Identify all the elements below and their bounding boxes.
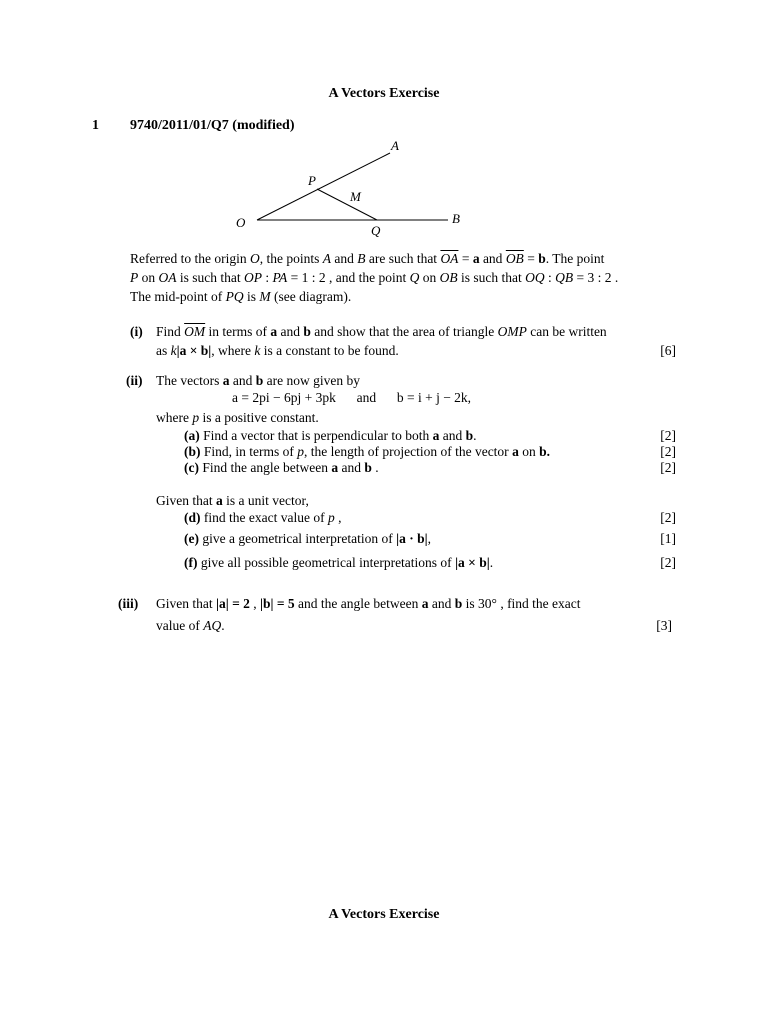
part-ii-c: (c) Find the angle between a and b . [2] [184,460,676,475]
part-ii-equations [232,390,471,406]
label-P: P [308,173,316,188]
part-iii-marks: [3] [656,618,672,633]
part-ii-d-marks: [2] [660,510,676,525]
part-i-line-1: Find $\overline{OM}$ in terms of a and b and show that the area of triangle OMP can be written [156,324,607,339]
part-ii-c-marks: [2] [660,460,676,475]
intro-line-2: P on OA is such that OP : PA = 1 : 2 , and the point Q on OB is such that OQ : QB = 3 : 2 . [130,270,619,285]
part-ii-f-marks: [2] [660,555,676,570]
line-OA [257,153,390,220]
label-M: M [350,189,361,204]
part-ii-e: (e) give a geometrical interpretation of |a · b|, [1] [184,531,676,546]
part-ii-d: (d) find the exact value of p , [2] [184,510,676,525]
vector-diagram [220,135,480,240]
label-O: O [236,215,246,230]
part-ii-line-1: The vectors a and b are now given by [156,373,360,388]
part-ii-where: where p is a positive constant. [156,410,319,425]
part-iii-line-1: Given that |a| = 2 , |b| = 5 and the angle between a and b is 30° , find the exact [156,596,581,611]
label-Q: Q [371,223,381,238]
part-i-label: (i) [130,324,143,339]
equation-a: a = 2pi − 6pj + 3pk [232,390,336,405]
question-code: 9740/2011/01/Q7 (modified) [130,118,295,133]
part-ii-e-marks: [1] [660,531,676,546]
line-PQ [317,189,377,220]
intro-line-1: Referred to the origin O, the points A and B are such that $\overline{OA} = a$ and $\overline{OB} = b$. The point [130,251,605,266]
part-ii-a-marks: [2] [660,428,676,443]
footer-title: A Vectors Exercise [328,907,440,922]
part-i-marks: [6] [660,343,676,358]
part-ii-b: (b) Find, in terms of p, the length of projection of the vector a on b. [2] [184,444,676,459]
part-iii-label: (iii) [118,596,139,611]
part-iii-line-2: value of AQ. [3] [156,618,672,633]
label-B: B [452,211,460,226]
equation-b: b = i + j − 2k, [396,390,472,405]
intro-line-3: The mid-point of PQ is M (see diagram). [130,289,352,304]
question-number: 1 [92,118,99,133]
page-title: A Vectors Exercise [328,86,440,101]
label-A: A [391,138,399,153]
part-ii-f: (f) give all possible geometrical interpretations of |a × b|. [2] [184,555,676,570]
part-ii-a: (a) Find a vector that is perpendicular to both a and b. [2] [184,428,676,443]
part-i-line-2: as k|a × b|, where k is a constant to be found. [6] [156,343,676,358]
part-ii-given: Given that a is a unit vector, [156,493,309,508]
equation-and: and [356,390,377,405]
part-ii-b-marks: [2] [660,444,676,459]
part-ii-label: (ii) [126,373,143,388]
